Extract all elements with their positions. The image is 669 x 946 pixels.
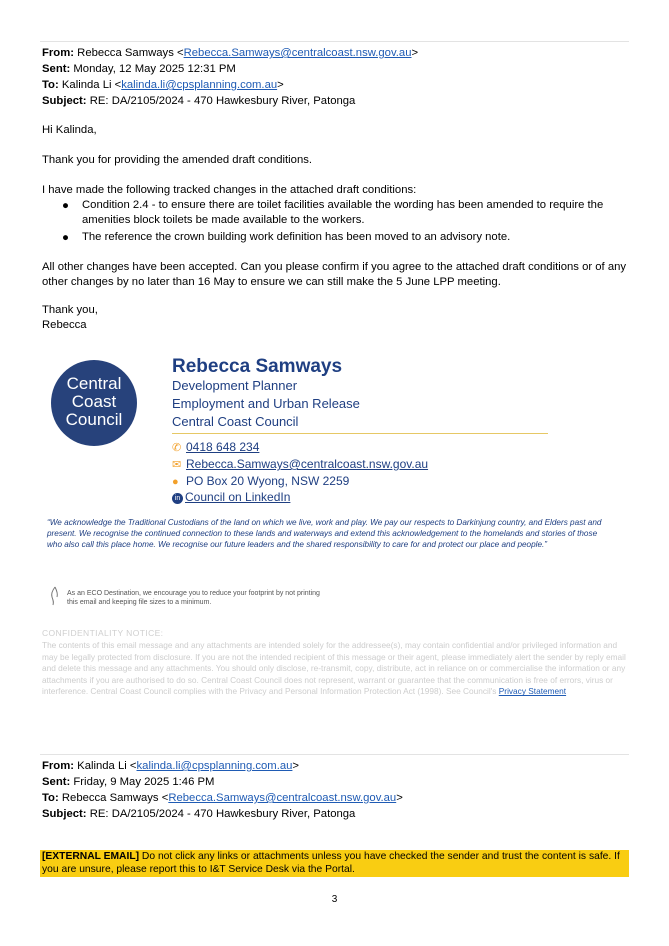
confidentiality-notice: The contents of this email message and any attachments are intended solely for the addressee(s), may contain confidential and/or privileged information and may be legally protected from disclosure. If you are not the intended recipient of this message or their agent, please immediately alert the sender by reply email and delete this message and any attachments. You should only disclose, re-transmit, copy, distribute, act in reliance on or commercialise the information or any attachments if you are authorised to do so. Central Coast Council does not represent, warrant or guarantee that the communication is free of errors, virus or interference. Central Coast Council complies with the Privacy and Personal Information Protection Act (1998). See Council's Privacy Statement	[42, 640, 626, 697]
to-line: To: Kalinda Li <kalinda.li@cpsplanning.com.au>	[42, 79, 284, 91]
subject-line: Subject: RE: DA/2105/2024 - 470 Hawkesbury River, Patonga	[42, 95, 356, 107]
signoff-thanks: Thank you,	[42, 304, 98, 316]
eco-notice: As an ECO Destination, we encourage you to reduce your footprint by not printing this email and keeping file sizes to a minimum.	[67, 590, 320, 606]
to-email-link[interactable]: kalinda.li@cpsplanning.com.au	[121, 79, 278, 91]
body-paragraph-3: All other changes have been accepted. Can you please confirm if you agree to the attached draft conditions or of any other changes by no later than 16 May to ensure we can still make the 5 June LPP meeting.	[42, 261, 627, 288]
signature-phone	[172, 440, 259, 454]
phone-icon: ✆	[172, 442, 182, 454]
eco-hand-icon	[48, 586, 62, 606]
signature-divider	[172, 433, 548, 434]
confidentiality-title: CONFIDENTIALITY NOTICE:	[42, 628, 164, 638]
signature-org: Central Coast Council	[172, 414, 299, 429]
greeting: Hi Kalinda,	[42, 124, 97, 136]
council-logo: Central Coast Council	[51, 360, 137, 446]
bullet-icon: ●	[62, 199, 70, 212]
from-email-link-2[interactable]: kalinda.li@cpsplanning.com.au	[136, 760, 293, 772]
bullet-item-2: The reference the crown building work definition has been moved to an advisory note.	[82, 231, 511, 243]
bullet-icon: ●	[62, 231, 70, 244]
linkedin-link[interactable]: Council on LinkedIn	[185, 490, 291, 504]
signature-name: Rebecca Samways	[172, 356, 343, 377]
phone-link[interactable]: 0418 648 234	[186, 440, 260, 454]
location-pin-icon: ●	[172, 476, 179, 488]
subject-line-2: Subject: RE: DA/2105/2024 - 470 Hawkesbury River, Patonga	[42, 808, 356, 820]
privacy-statement-link[interactable]: Privacy Statement	[498, 686, 567, 697]
signature-address: ● PO Box 20 Wyong, NSW 2259	[172, 474, 350, 488]
acknowledgement-of-country: “We acknowledge the Traditional Custodians of the land on which we live, work and play. We pay our respects to Darkinjung country, and Elders past and present. We recognise the continued connection to these lands and waterways and extend this acknowledgement to the homelands and stories of those who also call this place home. We recognise our future leaders and the shared responsibility to care for and protect our place and people.”	[47, 518, 602, 549]
from-line: From: Rebecca Samways <Rebecca.Samways@centralcoast.nsw.gov.au>	[42, 47, 419, 59]
signature-department: Employment and Urban Release	[172, 396, 360, 411]
body-paragraph-1: Thank you for providing the amended draft conditions.	[42, 154, 313, 166]
signature-email-link[interactable]: Rebecca.Samways@centralcoast.nsw.gov.au	[186, 457, 429, 471]
sent-line: Sent: Monday, 12 May 2025 12:31 PM	[42, 63, 236, 75]
to-line-2: To: Rebecca Samways <Rebecca.Samways@centralcoast.nsw.gov.au>	[42, 792, 403, 804]
from-email-link[interactable]: Rebecca.Samways@centralcoast.nsw.gov.au	[183, 47, 412, 59]
signature-email	[172, 457, 428, 471]
header-divider	[40, 41, 629, 42]
from-line-2: From: Kalinda Li <kalinda.li@cpsplanning.com.au>	[42, 760, 300, 772]
email-divider	[40, 754, 629, 755]
signature-linkedin	[172, 490, 290, 504]
bullet-item-1: Condition 2.4 - to ensure there are toilet facilities available the wording has been amended to require the amenities block toilets be made available to the workers.	[82, 199, 604, 226]
signoff-name: Rebecca	[42, 319, 87, 331]
mail-icon: ✉	[172, 459, 182, 471]
external-email-banner: [EXTERNAL EMAIL] Do not click any links or attachments unless you have checked the sender and trust the content is safe. If you are unsure, please report this to I&T Service Desk via the Portal.	[40, 850, 629, 877]
linkedin-icon: in	[172, 493, 183, 504]
body-paragraph-2: I have made the following tracked changes in the attached draft conditions:	[42, 184, 417, 196]
signature-title: Development Planner	[172, 378, 298, 393]
page-number: 3	[331, 894, 338, 905]
sent-line-2: Sent: Friday, 9 May 2025 1:46 PM	[42, 776, 215, 788]
to-email-link-2[interactable]: Rebecca.Samways@centralcoast.nsw.gov.au	[168, 792, 397, 804]
